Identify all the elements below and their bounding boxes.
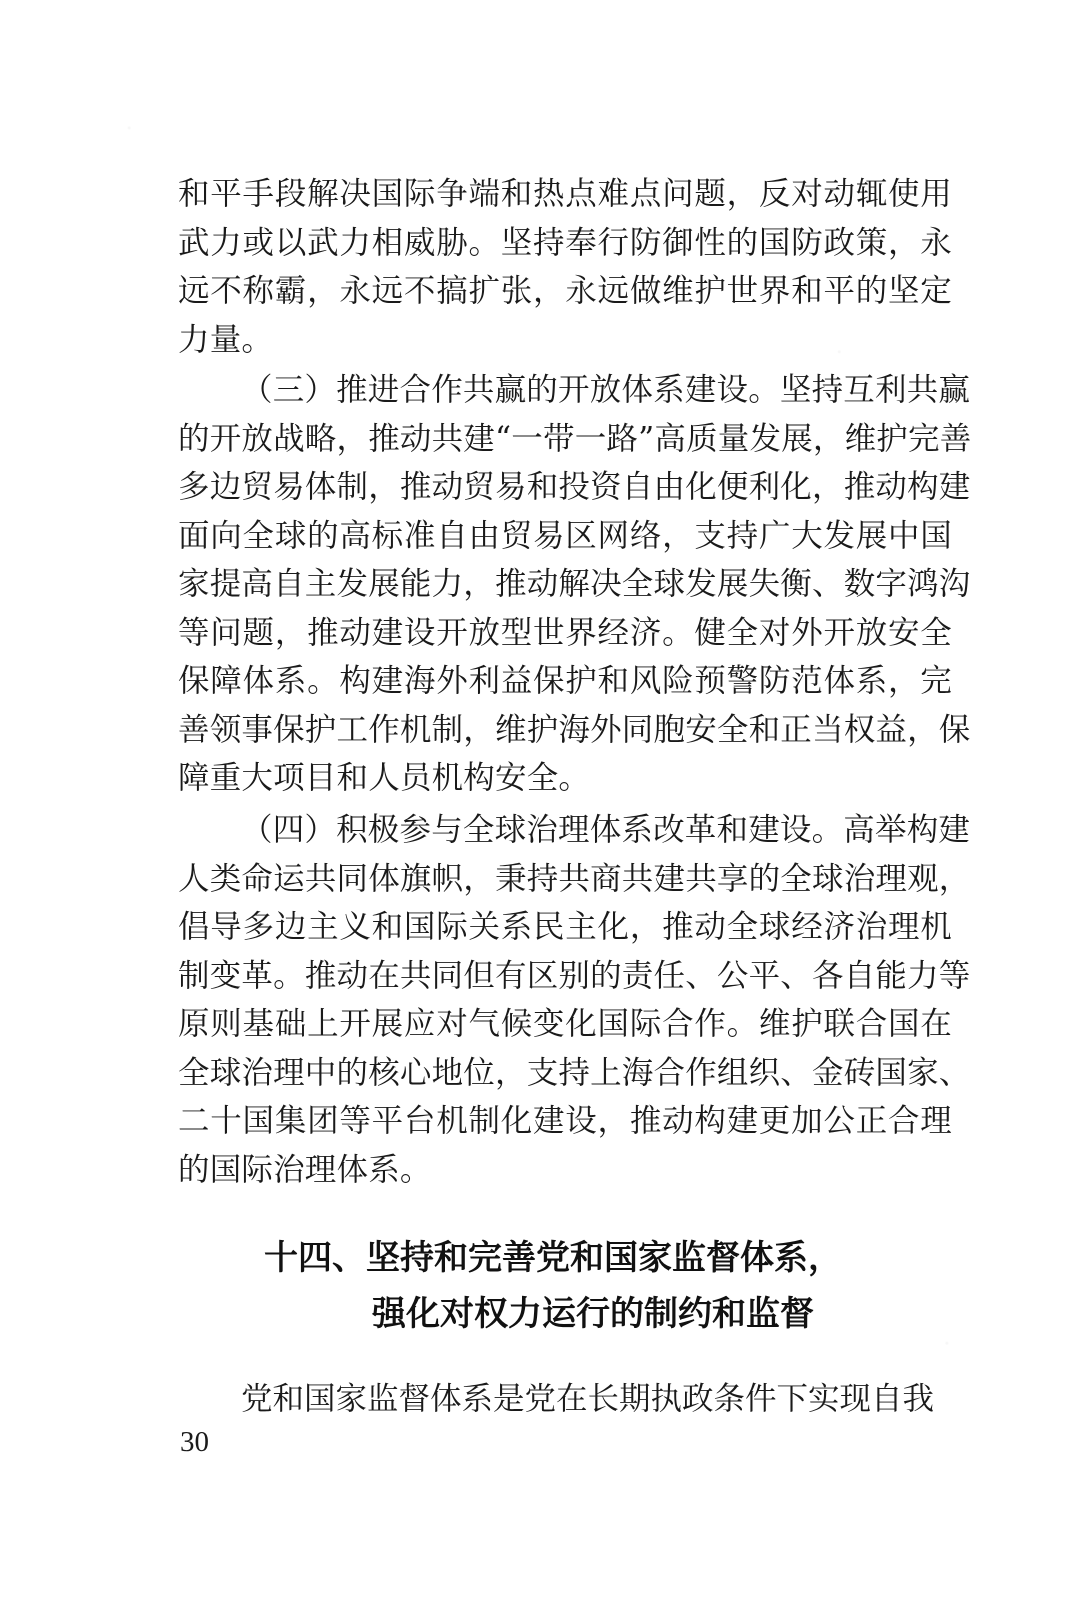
text-line: 武力或以武力相威胁。坚持奉行防御性的国防政策，永 <box>178 224 952 261</box>
paragraph-continuation <box>178 170 952 364</box>
chapter-heading <box>178 1230 952 1342</box>
text-line: 的国际治理体系。 <box>178 1151 432 1188</box>
text-line: 远不称霸，永远不搞扩张，永远做维护世界和平的坚定 <box>178 273 952 309</box>
section-three-heading-line: （三）推进合作共赢的开放体系建设。坚持互利共赢 <box>241 372 971 408</box>
text-line: 的开放战略，推动共建“一带一路”高质量发展，维护完善 <box>178 420 972 457</box>
text-line: 面向全球的高标准自由贸易区网络，支持广大发展中国 <box>178 517 952 554</box>
text-line: 保障体系。构建海外利益保护和风险预警防范体系，完 <box>178 663 952 699</box>
section-four-heading-line: （四）积极参与全球治理体系改革和建设。高举构建 <box>241 812 971 848</box>
chapter-heading-line-2: 强化对权力运行的制约和监督 <box>372 1294 814 1334</box>
text-line: 二十国集团等平台机制化建设，推动构建更加公正合理 <box>178 1103 952 1139</box>
chapter-intro-paragraph <box>178 1375 952 1424</box>
text-line: 善领事保护工作机制，维护海外同胞安全和正当权益，保 <box>178 711 971 748</box>
text-line: 力量。 <box>178 321 274 358</box>
section-four-paragraph <box>178 806 971 1194</box>
text-line: 家提高自主发展能力，推动解决全球发展失衡、数字鸿沟 <box>178 566 971 602</box>
text-line: 党和国家监督体系是党在长期执政条件下实现自我 <box>241 1381 935 1417</box>
text-line: 全球治理中的核心地位，支持上海合作组织、金砖国家、 <box>178 1054 971 1091</box>
text-line: 障重大项目和人员机构安全。 <box>178 760 591 796</box>
text-line: 人类命运共同体旗帜，秉持共商共建共享的全球治理观， <box>178 860 971 897</box>
page-number: 30 <box>180 1426 209 1458</box>
chapter-heading-line-1: 十四、坚持和完善党和国家监督体系， <box>264 1238 842 1278</box>
text-line: 倡导多边主义和国际关系民主化，推动全球经济治理机 <box>178 909 952 945</box>
text-line: 多边贸易体制，推动贸易和投资自由化便利化，推动构建 <box>178 469 971 505</box>
text-line: 制变革。推动在共同但有区别的责任、公平、各自能力等 <box>178 957 971 994</box>
text-line: 和平手段解决国际争端和热点难点问题，反对动辄使用 <box>178 176 952 212</box>
section-three-paragraph <box>178 366 972 803</box>
text-line: 等问题，推动建设开放型世界经济。健全对外开放安全 <box>178 614 952 651</box>
text-line: 原则基础上开展应对气候变化国际合作。维护联合国在 <box>178 1006 952 1042</box>
